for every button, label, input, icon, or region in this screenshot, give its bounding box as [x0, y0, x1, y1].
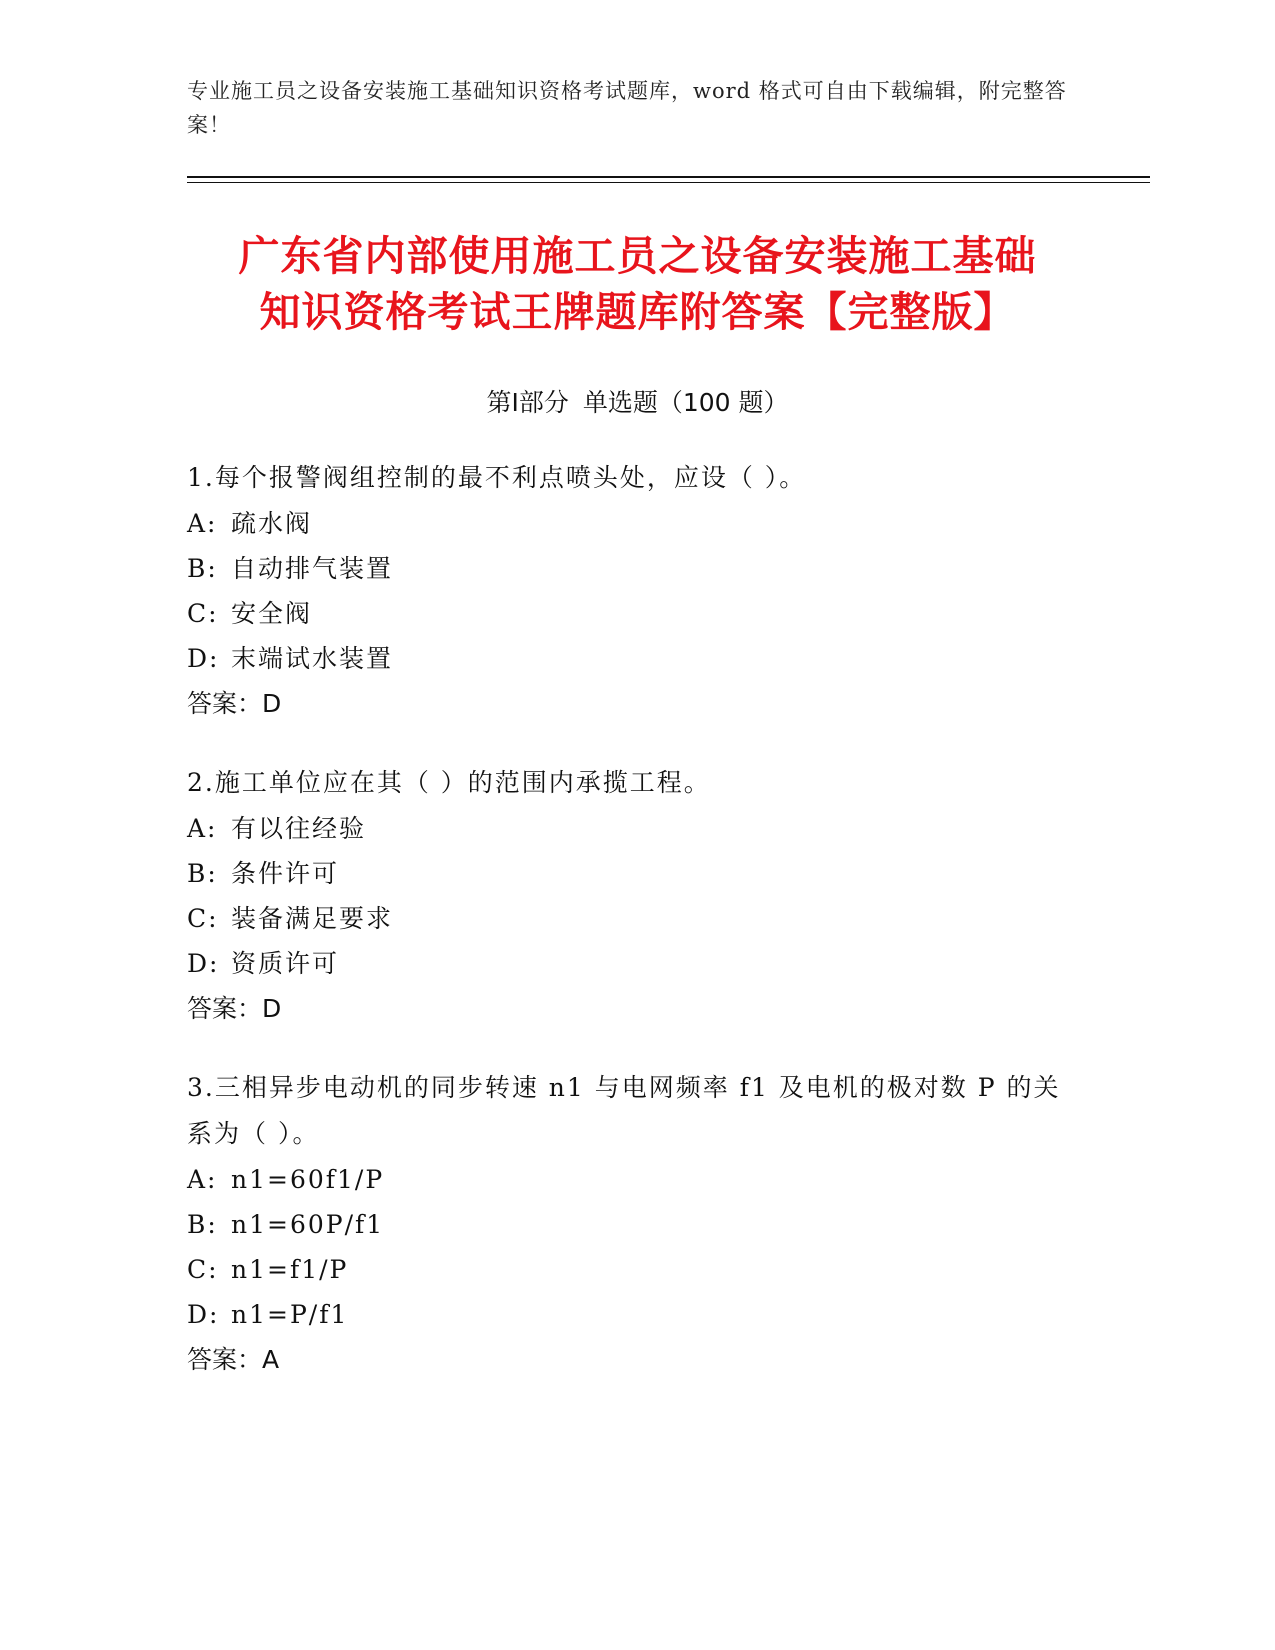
option-key: C:: [187, 904, 219, 933]
section-heading: [150, 386, 1125, 420]
question-stem: 2.施工单位应在其（ ）的范围内承揽工程。: [187, 768, 711, 797]
option-key: A:: [187, 1165, 218, 1194]
option-c: [187, 1247, 1067, 1292]
option-text: 条件许可: [231, 859, 340, 888]
option-text: n1=60f1/P: [231, 1165, 385, 1194]
option-key: C:: [187, 599, 219, 628]
option-text: 有以往经验: [231, 814, 367, 843]
option-key: C:: [187, 1255, 219, 1284]
option-b: [187, 546, 1067, 591]
option-text: n1=f1/P: [231, 1255, 349, 1284]
question-stem: 3.三相异步电动机的同步转速 n1 与电网频率 f1 及电机的极对数 P 的关系为（ ）。: [187, 1073, 1061, 1148]
answer-value: D: [262, 689, 282, 718]
option-key: B:: [187, 859, 218, 888]
option-key: A:: [187, 814, 218, 843]
option-text: 疏水阀: [231, 509, 313, 538]
answer-label: 答案：: [187, 689, 263, 718]
option-text: 安全阀: [231, 599, 313, 628]
option-key: A:: [187, 509, 218, 538]
answer-line: [187, 986, 1067, 1031]
option-text: 自动排气装置: [231, 554, 394, 583]
option-c: [187, 591, 1067, 636]
answer-line: [187, 681, 1067, 726]
option-d: [187, 941, 1067, 986]
option-key: B:: [187, 1210, 218, 1239]
option-text: n1=P/f1: [231, 1300, 349, 1329]
header-divider-thick: [187, 176, 1150, 178]
option-c: [187, 896, 1067, 941]
answer-label: 答案：: [187, 994, 263, 1023]
header-note: 专业施工员之设备安装施工基础知识资格考试题库，word 格式可自由下载编辑，附完整答案！: [187, 79, 1067, 137]
question-1: [187, 455, 1067, 726]
section-name: 单选题（100 题）: [582, 388, 789, 417]
question-2: [187, 760, 1067, 1031]
document-title-line-1: 广东省内部使用施工员之设备安装施工基础: [238, 232, 1037, 280]
question-3: [187, 1065, 1067, 1382]
document-title-line-2: 知识资格考试王牌题库附答案【完整版】: [259, 288, 1016, 336]
document-title: [150, 228, 1125, 340]
option-text: 末端试水装置: [231, 644, 394, 673]
option-text: 装备满足要求: [231, 904, 394, 933]
option-text: 资质许可: [231, 949, 340, 978]
answer-value: D: [262, 994, 282, 1023]
option-d: [187, 636, 1067, 681]
option-b: [187, 851, 1067, 896]
option-d: [187, 1292, 1067, 1337]
option-a: [187, 1157, 1067, 1202]
question-stem: 1.每个报警阀组控制的最不利点喷头处，应设（ ）。: [187, 463, 807, 492]
option-b: [187, 1202, 1067, 1247]
option-key: D:: [187, 644, 220, 673]
section-part-label: 第Ⅰ部分: [486, 388, 569, 417]
option-text: n1=60P/f1: [231, 1210, 385, 1239]
answer-line: [187, 1337, 1067, 1382]
option-key: D:: [187, 1300, 220, 1329]
header-divider-thin: [187, 182, 1150, 183]
option-key: B:: [187, 554, 218, 583]
option-key: D:: [187, 949, 220, 978]
answer-value: A: [262, 1345, 280, 1374]
option-a: [187, 501, 1067, 546]
answer-label: 答案：: [187, 1345, 263, 1374]
option-a: [187, 806, 1067, 851]
